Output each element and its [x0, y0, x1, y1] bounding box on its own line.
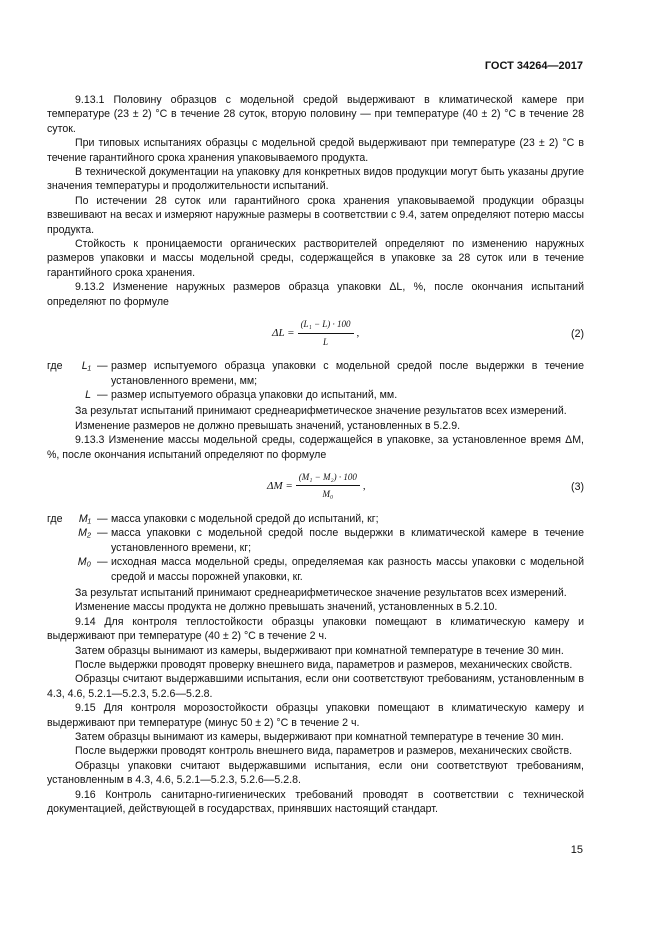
- document-code-header: ГОСТ 34264—2017: [484, 60, 583, 72]
- paragraph: 9.13.2 Изменение наружных размеров образца упаковки ΔL, %, после окончания испытаний определяют по формуле: [47, 281, 584, 308]
- paragraph: За результат испытаний принимают среднеарифметическое значение результатов всех измерений.: [75, 405, 567, 418]
- paragraph: Изменение массы продукта не должно превышать значений, установленных в 5.2.10.: [75, 601, 498, 614]
- paragraph: Образцы упаковки считают выдержавшими испытания, если они соответствуют требованиям, установленным в 4.3, 4.6, 5.2.1—5.2.3, 5.2.6—5.2.8.: [47, 759, 584, 787]
- formula-number: (3): [571, 480, 584, 493]
- definition-symbol: L₁: [81, 360, 91, 373]
- definition-row: [47, 526, 584, 555]
- definition-dash: —: [97, 360, 108, 373]
- where-label: где: [47, 512, 63, 525]
- formula-fraction: [298, 317, 354, 349]
- definition-symbol: L: [85, 388, 91, 401]
- definition-symbol: M₁: [78, 512, 91, 525]
- where-label: где: [47, 360, 63, 373]
- definition-text: размер испытуемого образца упаковки с модельной средой после выдержки в течение установленного времени, мм;: [111, 360, 584, 387]
- paragraph: 9.15 Для контроля морозостойкости образцы упаковки помещают в климатическую камеру и выдерживают при температуре (минус 50 ± 2) °С в течение 2 ч.: [47, 702, 584, 729]
- paragraph: По истечении 28 суток или гарантийного срока хранения упаковываемой продукции образцы взвешивают на весах и измеряют наружные размеры в соответствии с 9.4, затем определяют потерю массы продукта.: [47, 194, 584, 236]
- paragraph: После выдержки проводят проверку внешнего вида, параметров и размеров, механических свойств.: [75, 659, 573, 671]
- paragraph: 9.13.3 Изменение массы модельной среды, содержащейся в упаковке, за установленное время ΔM, %, после окончания испытаний определяют по формуле: [47, 434, 584, 461]
- definitions-list: [47, 359, 584, 402]
- formula-numerator: (L₁ − L) · 100: [298, 317, 354, 333]
- document-body: [47, 93, 584, 816]
- formula-fraction: [296, 470, 360, 502]
- formula-tail: ,: [356, 326, 360, 339]
- definition-dash: —: [97, 388, 108, 401]
- paragraph: 9.16 Контроль санитарно-гигиенических требований проводят в соответствии с технической документацией, действующей в государствах, принявших настоящий стандарт.: [47, 788, 584, 816]
- paragraph: Стойкость к проницаемости органических растворителей определяют по изменению наружных размеров упаковки и массы модельной среды, содержащейся в упаковке за 28 суток или в течение гарантийного срока хранения.: [47, 238, 584, 279]
- formula-numerator: (M₁ − M₂) · 100: [296, 470, 360, 486]
- paragraph: 9.14 Для контроля теплостойкости образцы упаковки помещают в климатическую камеру и выдерживают при температуре (40 ± 2) °С в течение 2 ч.: [47, 615, 584, 643]
- definitions-list: [47, 512, 584, 584]
- definition-dash: —: [97, 512, 108, 525]
- formula-expression: [272, 317, 359, 349]
- formula-3: [47, 470, 584, 506]
- formula-denominator: L: [323, 336, 329, 347]
- definition-text: исходная масса модельной среды, определяемая как разность массы упаковки с модельной средой и массы порожней упаковки, кг.: [111, 556, 584, 583]
- paragraph: В технической документации на упаковку для конкретных видов продукции могут быть указаны другие значения температуры и продолжительности испытаний.: [47, 166, 584, 193]
- definition-text: масса упаковки с модельной средой до испытаний, кг;: [111, 512, 379, 525]
- formula-lhs: ΔL =: [272, 326, 295, 339]
- definition-symbol: M₂: [78, 527, 91, 540]
- paragraph: Затем образцы вынимают из камеры, выдерживают при комнатной температуре в течение 30 мин.: [75, 731, 564, 744]
- page-number: 15: [570, 844, 583, 856]
- paragraph: После выдержки проводят контроль внешнего вида, параметров и размеров, механических свойств.: [75, 745, 573, 758]
- definition-row: [47, 388, 584, 402]
- paragraph: Изменение размеров не должно превышать значений, установленных в 5.2.9.: [75, 419, 461, 432]
- formula-lhs: ΔM =: [267, 479, 293, 492]
- formula-tail: ,: [362, 479, 366, 492]
- paragraph: 9.13.1 Половину образцов с модельной средой выдерживают в климатической камере при температуре (23 ± 2) °С в течение 28 суток, вторую половину — при температуре (40 ± 2) °С в течение 28 суток.: [47, 94, 584, 135]
- paragraph: Образцы считают выдержавшими испытания, если они соответствуют требованиям, установленным в 4.3, 4.6, 5.2.1—5.2.3, 5.2.6—5.2.8.: [47, 673, 584, 700]
- formula-2: [47, 317, 584, 353]
- definition-row: [47, 359, 584, 388]
- definition-text: размер испытуемого образца упаковки до испытаний, мм.: [111, 388, 398, 401]
- formula-expression: [267, 470, 366, 502]
- formula-denominator: M₀: [322, 489, 334, 500]
- definition-symbol: M₀: [77, 556, 91, 569]
- definition-dash: —: [97, 527, 108, 540]
- definition-dash: —: [97, 556, 108, 569]
- paragraph: Затем образцы вынимают из камеры, выдерживают при комнатной температуре в течение 30 мин.: [75, 644, 564, 657]
- definition-row: [47, 512, 584, 526]
- definition-row: [47, 555, 584, 584]
- paragraph: При типовых испытаниях образцы с модельной средой выдерживают при температуре (23 ± 2) °С в течение гарантийного срока хранения упаковываемого продукта.: [47, 137, 584, 164]
- formula-number: (2): [571, 328, 584, 341]
- definition-text: масса упаковки с модельной средой после выдержки в климатической камере в течение установленного времени, кг;: [111, 527, 584, 554]
- paragraph: За результат испытаний принимают среднеарифметическое значение результатов всех измерений.: [75, 586, 567, 599]
